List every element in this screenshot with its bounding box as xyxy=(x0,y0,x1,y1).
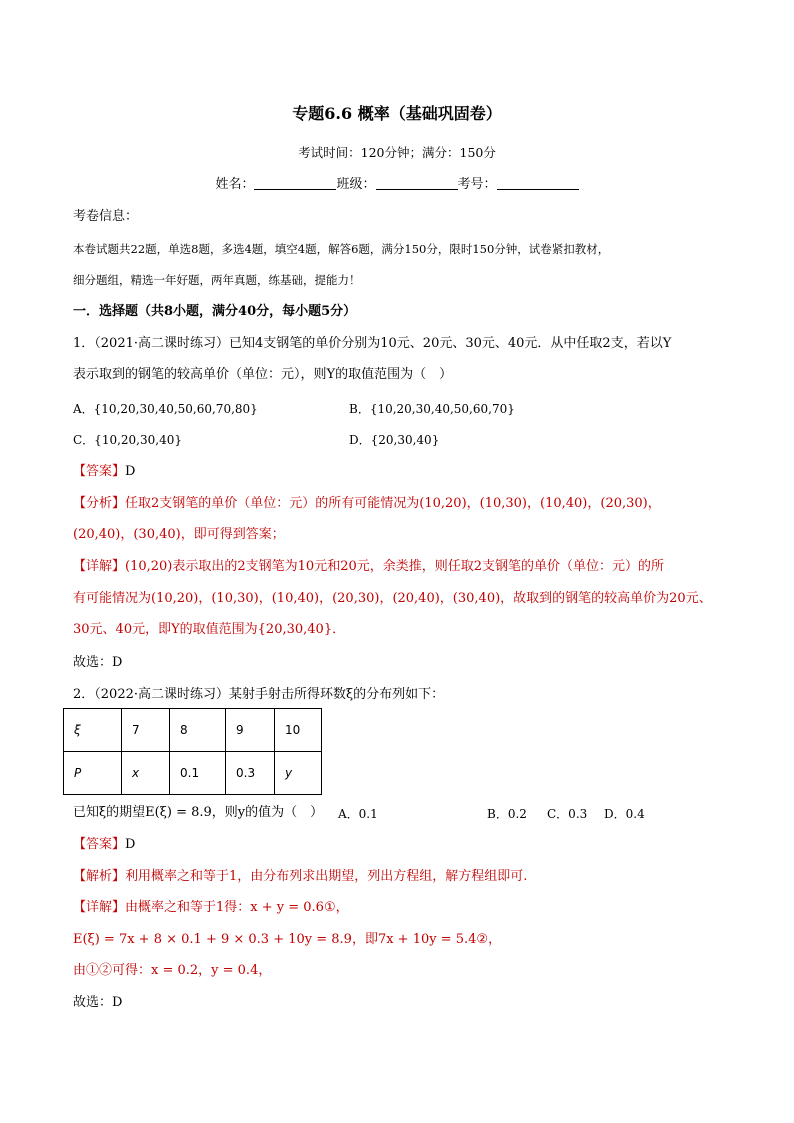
q2-detail-text-1: 由概率之和等于1得：x + y = 0.6①， xyxy=(125,900,349,915)
q1-analysis-label: 【分析】 xyxy=(73,496,126,511)
info-line-1: 本卷试题共22题，单选8题，多选4题，填空4题，解答6题，满分150分，限时150分钟，试卷紧扣教材， xyxy=(73,242,610,256)
q2-answer-value: D xyxy=(125,837,136,852)
name-blank[interactable] xyxy=(254,175,336,190)
number-label: 考号： xyxy=(457,177,497,192)
q1-analysis-line-2: (20,40)，(30,40)，即可得到答案； xyxy=(73,527,285,542)
q1-answer xyxy=(73,463,135,481)
exam-time-info: 考试时间：120分钟；满分：150分 xyxy=(298,145,496,160)
q1-answer-label: 【答案】 xyxy=(73,464,126,479)
table-cell: 0.3 xyxy=(226,752,275,795)
table-cell: 0.1 xyxy=(170,752,226,795)
q1-detail-line-1 xyxy=(73,558,664,576)
q1-choose xyxy=(73,654,122,672)
q2-analysis xyxy=(73,868,527,886)
number-blank[interactable] xyxy=(497,175,579,190)
q2-choose xyxy=(73,994,122,1012)
table-cell: x xyxy=(122,752,170,795)
q1-choose-value: D xyxy=(112,655,123,670)
section-heading: 一．选择题（共8小题，满分40分，每小题5分） xyxy=(73,304,357,319)
q1-option-c[interactable]: C．{10,20,30,40} xyxy=(73,433,182,447)
q2-option-d[interactable]: D．0.4 xyxy=(604,807,645,821)
class-label: 班级： xyxy=(336,177,376,192)
q2-choose-value: D xyxy=(112,995,123,1010)
table-cell: 10 xyxy=(275,709,322,752)
table-cell: 8 xyxy=(170,709,226,752)
info-line-2: 细分题组，精选一年好题，两年真题，练基础，提能力！ xyxy=(73,273,361,287)
q2-option-b[interactable]: B．0.2 xyxy=(487,807,527,821)
q2-detail-line-1 xyxy=(73,899,349,917)
q1-stem-line-2: 表示取到的钢笔的较高单价（单位：元），则Y的取值范围为（ ） xyxy=(73,367,453,382)
q1-analysis-line-1 xyxy=(73,495,661,513)
q1-option-a[interactable]: A．{10,20,30,40,50,60,70,80} xyxy=(73,402,258,416)
q2-choose-label: 故选： xyxy=(73,995,113,1010)
table-cell: P xyxy=(64,752,122,795)
info-heading: 考卷信息： xyxy=(73,209,139,224)
q1-choose-label: 故选： xyxy=(73,655,113,670)
table-row xyxy=(64,709,322,752)
q2-option-a[interactable]: A．0.1 xyxy=(338,807,378,821)
table-row xyxy=(64,752,322,795)
q2-analysis-label: 【解析】 xyxy=(73,869,126,884)
q1-detail-text-1: (10,20)表示取出的2支钢笔为10元和20元，余类推，则任取2支钢笔的单价（单位：元）的所 xyxy=(125,559,665,574)
q1-stem-line-1: 1．（2021·高二课时练习）已知4支钢笔的单价分别为10元、20元、30元、40元．从中任取2支，若以Y xyxy=(73,336,672,351)
q1-answer-value: D xyxy=(125,464,136,479)
table-cell: 7 xyxy=(122,709,170,752)
page-title: 专题6.6 概率（基础巩固卷） xyxy=(292,104,502,123)
q1-option-d[interactable]: D．{20,30,40} xyxy=(349,433,440,447)
student-info-row xyxy=(0,175,794,194)
q2-answer xyxy=(73,836,135,854)
table-cell: ξ xyxy=(64,709,122,752)
table-cell: 9 xyxy=(226,709,275,752)
q2-detail-label: 【详解】 xyxy=(73,900,126,915)
q2-known: 已知ξ的期望E(ξ) = 8.9，则y的值为（ ） xyxy=(73,805,324,820)
q1-detail-label: 【详解】 xyxy=(73,559,126,574)
distribution-table xyxy=(63,708,322,795)
q2-detail-line-3: 由①②可得：x = 0.2，y = 0.4， xyxy=(73,963,272,978)
q1-detail-line-2: 有可能情况为(10,20)，(10,30)，(10,40)，(20,30)，(20,40)，(30,40)，故取到的钢笔的较高单价为20元、 xyxy=(73,591,712,606)
q2-answer-label: 【答案】 xyxy=(73,837,126,852)
q2-detail-line-2: E(ξ) = 7x + 8 × 0.1 + 9 × 0.3 + 10y = 8.9，即7x + 10y = 5.4②， xyxy=(73,932,502,947)
q2-analysis-text: 利用概率之和等于1，由分布列求出期望，列出方程组，解方程组即可. xyxy=(125,869,528,884)
q1-analysis-text-1: 任取2支钢笔的单价（单位：元）的所有可能情况为(10,20)，(10,30)，(10,40)，(20,30)， xyxy=(125,496,661,511)
q1-detail-line-3: 30元、40元，即Y的取值范围为{20,30,40}． xyxy=(73,622,346,637)
name-label: 姓名： xyxy=(215,177,255,192)
q1-option-b[interactable]: B．{10,20,30,40,50,60,70} xyxy=(349,402,515,416)
table-cell: y xyxy=(275,752,322,795)
q2-stem: 2．（2022·高二课时练习）某射手射击所得环数ξ的分布列如下： xyxy=(73,687,445,702)
class-blank[interactable] xyxy=(376,175,458,190)
q2-option-c[interactable]: C．0.3 xyxy=(547,807,588,821)
